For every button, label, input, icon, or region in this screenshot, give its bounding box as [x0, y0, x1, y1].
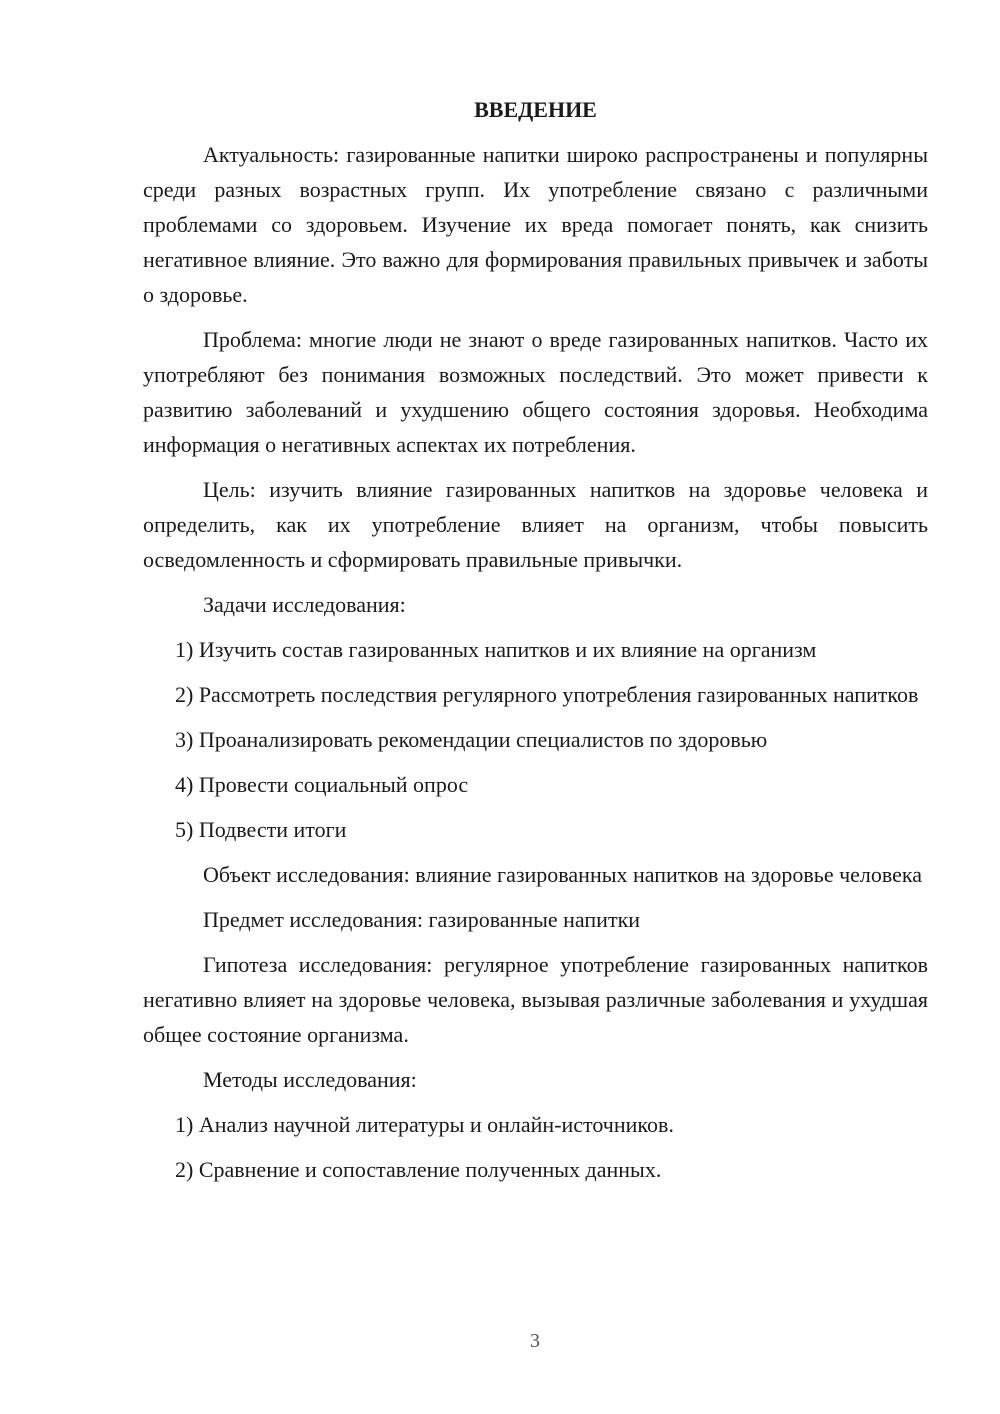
method-item-1: 1) Анализ научной литературы и онлайн-источников.: [175, 1112, 674, 1137]
paragraph-object: Объект исследования: влияние газированных напитков на здоровье человека: [203, 862, 923, 887]
task-item-4: 4) Провести социальный опрос: [175, 772, 469, 797]
methods-heading: Методы исследования:: [203, 1067, 417, 1092]
paragraph-subject: Предмет исследования: газированные напитки: [203, 907, 641, 932]
paragraph-problem: Проблема: многие люди не знают о вреде газированных напитков. Часто их употребляют без понимания возможных последствий. Это может привести к развитию заболеваний и ухудшению общего состояния здоровья. Необходима информация о негативных аспектах их потребления.: [143, 327, 928, 457]
page-number: 3: [530, 1330, 540, 1352]
tasks-heading: Задачи исследования:: [203, 592, 406, 617]
task-item-2: 2) Рассмотреть последствия регулярного употребления газированных напитков: [175, 682, 919, 707]
task-item-1: 1) Изучить состав газированных напитков и их влияние на организм: [175, 637, 817, 662]
section-heading: ВВЕДЕНИЕ: [474, 97, 597, 122]
paragraph-hypothesis: Гипотеза исследования: регулярное употребление газированных напитков негативно влияет на здоровье человека, вызывая различные заболевания и ухудшая общее состояние организма.: [143, 952, 928, 1047]
method-item-2: 2) Сравнение и сопоставление полученных данных.: [175, 1157, 662, 1182]
paragraph-goal: Цель: изучить влияние газированных напитков на здоровье человека и определить, как их употребление влияет на организм, чтобы повысить осведомленность и сформировать правильные привычки.: [143, 477, 928, 572]
task-item-3: 3) Проанализировать рекомендации специалистов по здоровью: [175, 727, 768, 752]
paragraph-actuality: Актуальность: газированные напитки широко распространены и популярны среди разных возрастных групп. Их употребление связано с различными проблемами со здоровьем. Изучение их вреда помогает понять, как снизить негативное влияние. Это важно для формирования правильных привычек и заботы о здоровье.: [143, 142, 928, 307]
task-item-5: 5) Подвести итоги: [175, 817, 347, 842]
page-content: [143, 92, 928, 1197]
